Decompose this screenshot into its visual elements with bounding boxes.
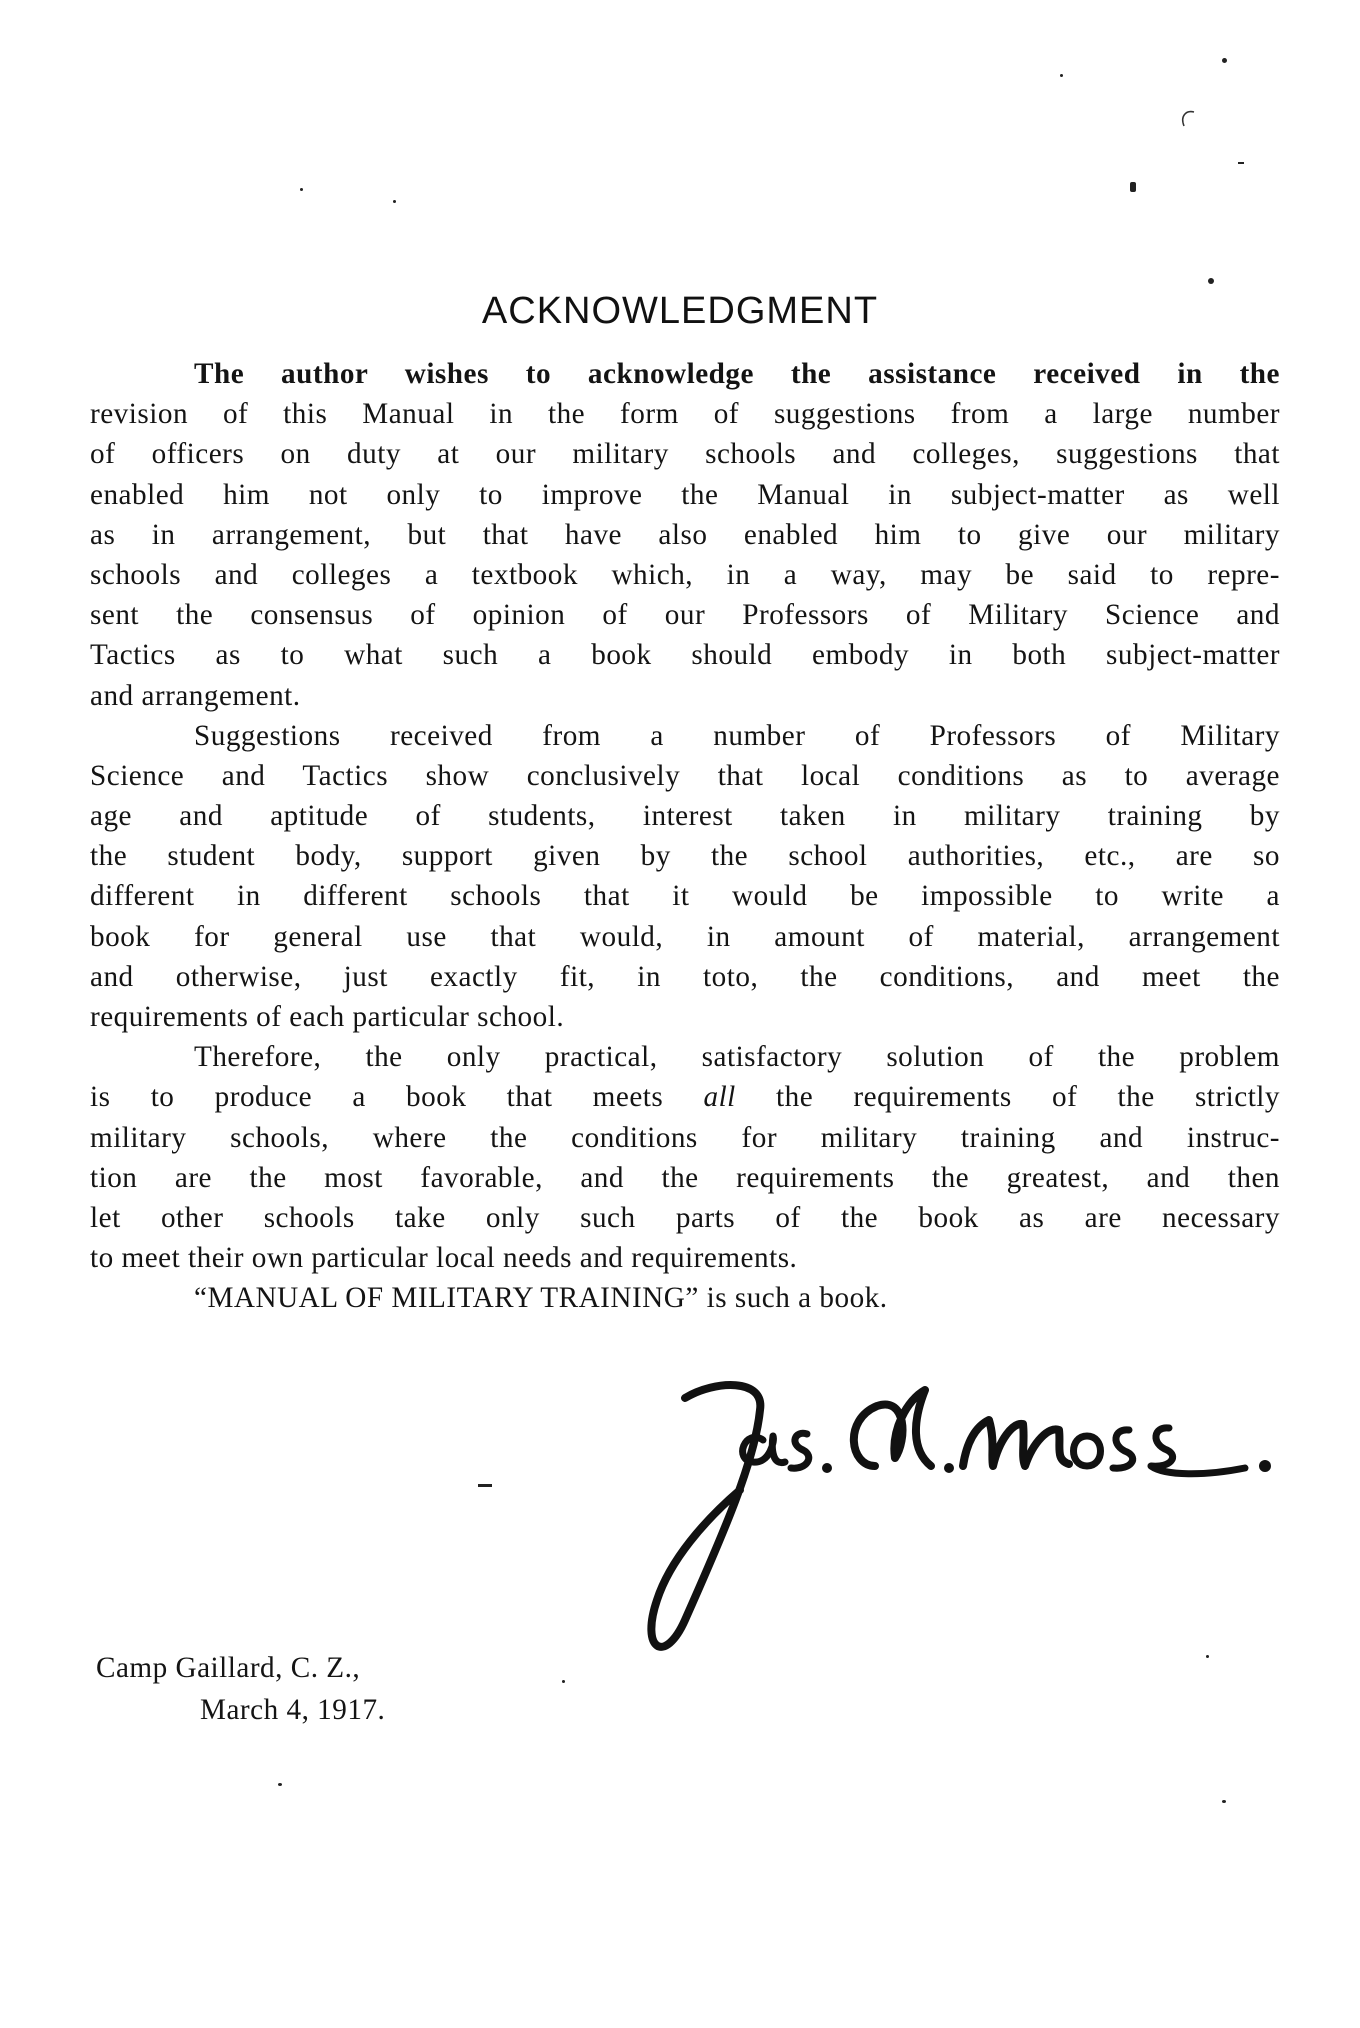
text-line: requirements of each particular school. bbox=[90, 1001, 565, 1033]
scan-speck bbox=[1130, 182, 1136, 192]
scan-speck bbox=[1208, 278, 1214, 284]
page-title: ACKNOWLEDGMENT bbox=[481, 290, 879, 332]
text-line: The author wishes to acknowledge the assistance received in the bbox=[194, 358, 1280, 390]
text-line-with-emphasis bbox=[90, 1077, 1280, 1117]
text-line: Suggestions received from a number of Professors of Military bbox=[194, 719, 1280, 752]
text-line: let other schools take only such parts of the book as are necessary bbox=[90, 1201, 1280, 1234]
text-line: Therefore, the only practical, satisfactory solution of the problem bbox=[194, 1041, 1280, 1074]
text-line: sent the consensus of opinion of our Professors of Military Science and bbox=[90, 599, 1280, 632]
text-segment: is to produce a book that meets bbox=[90, 1081, 664, 1114]
text-line: to meet their own particular local needs and requirements. bbox=[90, 1242, 798, 1275]
scan-speck bbox=[1238, 162, 1244, 164]
place-line: Camp Gaillard, C. Z., bbox=[96, 1652, 361, 1684]
text-line: age and aptitude of students, interest taken in military training by bbox=[90, 800, 1280, 833]
scan-mark bbox=[1176, 108, 1200, 132]
text-line: different in different schools that it would be impossible to write a bbox=[90, 880, 1280, 913]
text-line: the student body, support given by the school authorities, etc., are so bbox=[90, 840, 1280, 873]
handwritten-signature bbox=[645, 1370, 1285, 1670]
scan-speck bbox=[562, 1680, 565, 1683]
text-line: schools and colleges a textbook which, in a way, may be said to repre- bbox=[90, 558, 1280, 591]
text-line: as in arrangement, but that have also enabled him to give our military bbox=[90, 518, 1280, 551]
text-line: of officers on duty at our military schools and colleges, suggestions that bbox=[90, 438, 1280, 471]
emphasized-word: all bbox=[703, 1081, 736, 1114]
text-line: “MANUAL OF MILITARY TRAINING” is such a book. bbox=[194, 1282, 888, 1315]
acknowledgment-body bbox=[90, 354, 1280, 1319]
text-line: and otherwise, just exactly fit, in toto, the conditions, and meet the bbox=[90, 960, 1280, 993]
text-line: Tactics as to what such a book should embody in both subject-matter bbox=[90, 639, 1280, 672]
scan-speck bbox=[1222, 58, 1227, 63]
scan-speck bbox=[478, 1484, 492, 1487]
scan-speck bbox=[393, 200, 396, 203]
scan-speck bbox=[1222, 1800, 1226, 1803]
scan-speck bbox=[300, 188, 303, 191]
text-line: tion are the most favorable, and the requirements the greatest, and then bbox=[90, 1161, 1280, 1194]
text-line: book for general use that would, in amount of material, arrangement bbox=[90, 920, 1280, 953]
text-line: Science and Tactics show conclusively that local conditions as to average bbox=[90, 759, 1280, 792]
scan-speck bbox=[1060, 74, 1063, 77]
text-segment: the requirements of the strictly bbox=[776, 1081, 1281, 1114]
text-line: enabled him not only to improve the Manual in subject-matter as well bbox=[90, 478, 1280, 511]
scan-speck bbox=[278, 1783, 282, 1786]
date-line: March 4, 1917. bbox=[200, 1694, 386, 1726]
text-line: military schools, where the conditions for military training and instruc- bbox=[90, 1121, 1280, 1154]
text-line: revision of this Manual in the form of suggestions from a large number bbox=[90, 398, 1280, 431]
text-line: and arrangement. bbox=[90, 679, 301, 712]
